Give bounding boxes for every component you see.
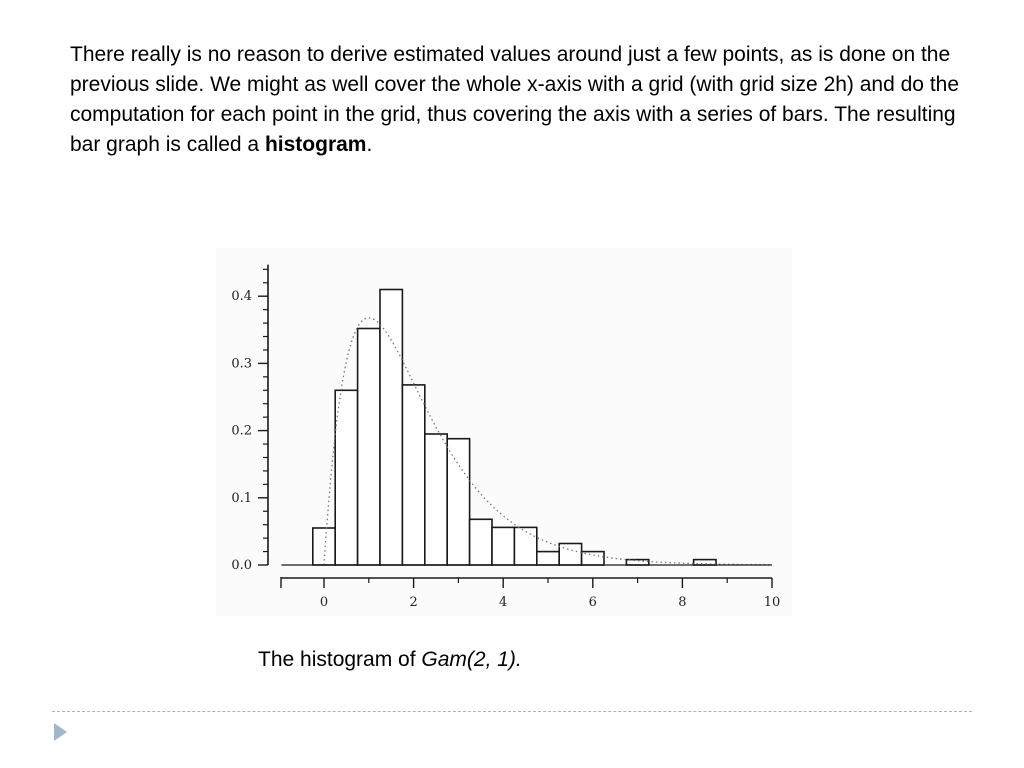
x-tick-label: 2 [409, 595, 418, 610]
histogram-chart [216, 248, 792, 616]
y-tick-label: 0.4 [231, 289, 252, 305]
histogram-bar [559, 544, 581, 566]
bars-layer [313, 290, 716, 566]
histogram-bar [514, 527, 536, 565]
x-tick-label: 10 [763, 595, 781, 610]
y-tick-label: 0.3 [231, 356, 252, 372]
histogram-bar [470, 519, 492, 565]
histogram-bar [380, 290, 402, 566]
histogram-bar [402, 385, 424, 565]
histogram-bar [425, 434, 447, 565]
histogram-figure [216, 248, 792, 616]
y-tick-label: 0.0 [231, 558, 252, 573]
slide-paragraph [70, 40, 990, 160]
x-tick-label: 8 [678, 595, 687, 610]
x-tick-label: 6 [588, 595, 597, 610]
caption-lead: The histogram of [258, 648, 422, 671]
histogram-bar [492, 527, 514, 565]
histogram-bar [537, 552, 559, 565]
paragraph-term-histogram: histogram [264, 133, 367, 156]
caption-formula: Gam(2, 1). [421, 648, 522, 671]
y-tick-label: 0.2 [231, 423, 252, 439]
histogram-bar [335, 390, 357, 565]
figure-caption [258, 648, 522, 672]
paragraph-lead: There really is no reason to derive estimated values around just a few points, as is done on the previous slide. We might as well cover the whole x-axis with a grid (with grid size 2h) and do the computation for each point in the grid, thus covering the axis with a series of bars. The resulting bar graph is called a [70, 43, 960, 156]
y-tick-label: 0.1 [231, 490, 252, 506]
paragraph-end: . [366, 133, 373, 156]
x-tick-label: 4 [499, 595, 508, 610]
histogram-bar [358, 329, 380, 566]
triangle-bullet-icon [52, 722, 68, 742]
histogram-bar [447, 439, 469, 565]
x-tick-label: 0 [319, 595, 329, 610]
footer-divider [52, 711, 972, 712]
